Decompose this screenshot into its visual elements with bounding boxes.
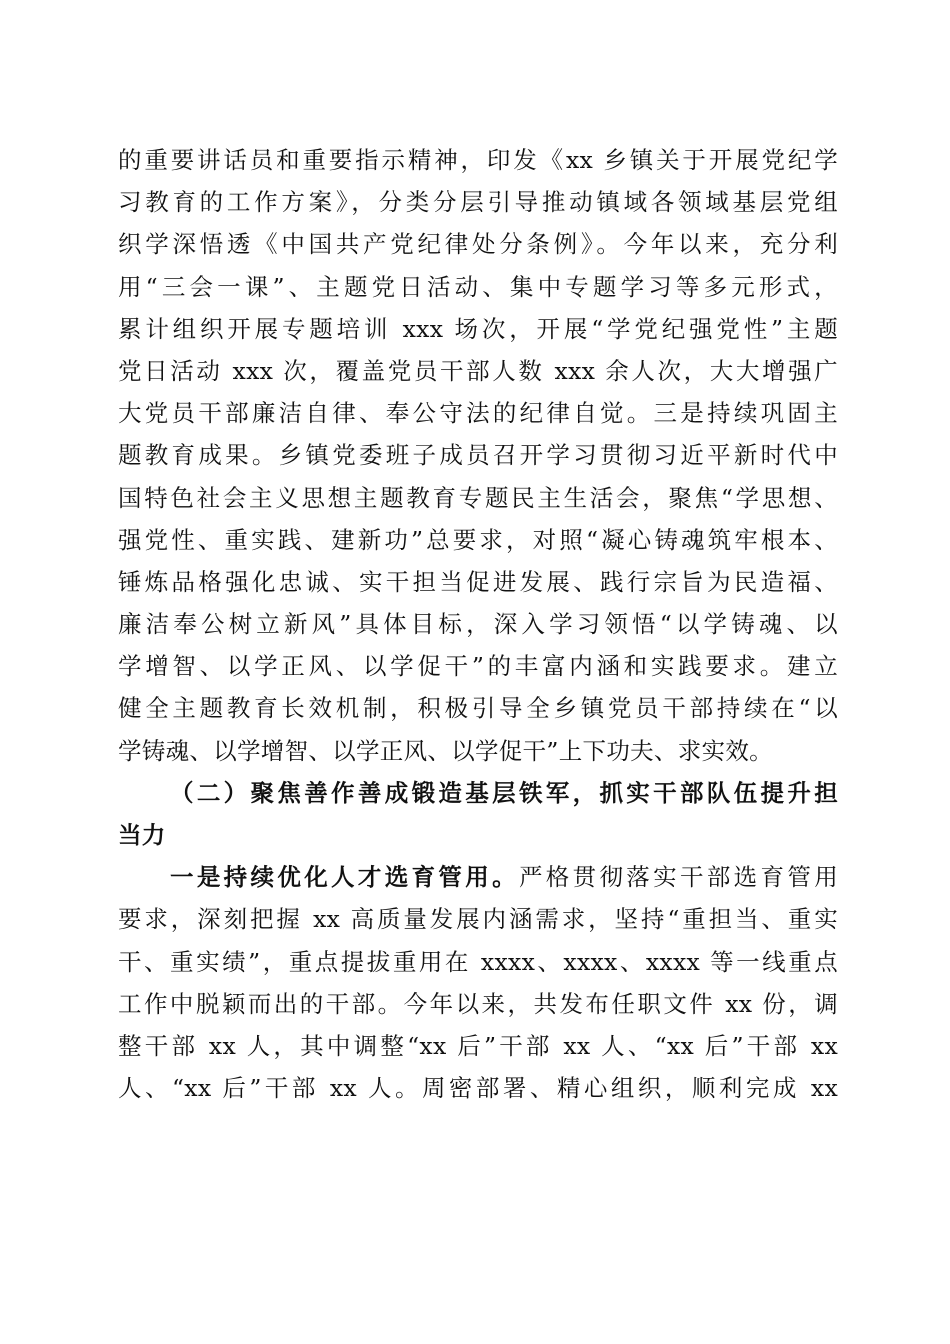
- body-line: 国特色社会主义思想主题教育专题民主生活会，聚焦“学思想、: [118, 483, 838, 512]
- body-line: 累计组织开展专题培训 xxx 场次，开展“学党纪强党性”主题: [118, 314, 838, 343]
- body-line: 用“三会一课”、主题党日活动、集中专题学习等多元形式，: [118, 272, 838, 301]
- body-line: 工作中脱颖而出的干部。今年以来，共发布任职文件 xx 份，调: [118, 989, 838, 1018]
- document-body: [118, 139, 838, 1109]
- body-line: 党日活动 xxx 次，覆盖党员干部人数 xxx 余人次，大大增强广: [118, 356, 838, 385]
- body-line: 整干部 xx 人，其中调整“xx 后”干部 xx 人、“xx 后”干部 xx: [118, 1031, 838, 1060]
- body-line: 的重要讲话员和重要指示精神，印发《xx 乡镇关于开展党纪学: [118, 146, 838, 174]
- section-heading: （二）聚焦善作善成锻造基层铁军，抓实干部队伍提升担: [170, 778, 838, 807]
- lead-sentence: 一是持续优化人才选育管用。: [170, 863, 519, 892]
- body-line: 习教育的工作方案》，分类分层引导推动镇域各领域基层党组: [118, 188, 838, 217]
- body-line: [118, 856, 838, 898]
- body-line: 学增智、以学正风、以学促干”的丰富内涵和实践要求。建立: [118, 652, 838, 681]
- body-line: 学铸魂、以学增智、以学正风、以学促干”上下功夫、求实效。: [118, 736, 773, 765]
- body-line: 锤炼品格强化忠诚、实干担当促进发展、践行宗旨为民造福、: [118, 567, 838, 596]
- section-heading: 当力: [118, 821, 166, 849]
- body-line: 健全主题教育长效机制，积极引导全乡镇党员干部持续在“以: [118, 694, 838, 723]
- body-line: 题教育成果。乡镇党委班子成员召开学习贯彻习近平新时代中: [118, 441, 838, 470]
- body-line: 廉洁奉公树立新风”具体目标，深入学习领悟“以学铸魂、以: [118, 610, 838, 639]
- body-line: 要求，深刻把握 xx 高质量发展内涵需求，坚持“重担当、重实: [118, 905, 838, 934]
- body-line: 干、重实绩”，重点提拔重用在 xxxx、xxxx、xxxx 等一线重点: [118, 947, 838, 976]
- body-text: 严格贯彻落实干部选育管用: [518, 863, 838, 892]
- body-line: 人、“xx 后”干部 xx 人。周密部署、精心组织，顺利完成 xx: [118, 1074, 838, 1103]
- body-line: 大党员干部廉洁自律、奉公守法的纪律自觉。三是持续巩固主: [118, 399, 838, 428]
- body-line: 强党性、重实践、建新功”总要求，对照“凝心铸魂筑牢根本、: [118, 525, 838, 554]
- body-line: 织学深悟透《中国共产党纪律处分条例》。今年以来，充分利: [118, 230, 838, 259]
